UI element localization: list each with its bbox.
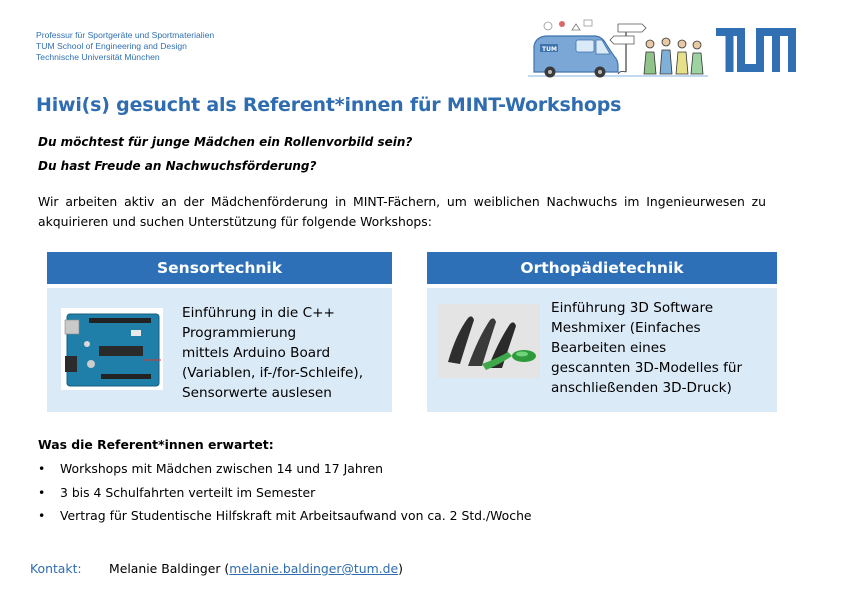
expectation-item <box>38 508 532 523</box>
description-line: (Variablen, if-/for-Schleife), <box>182 365 364 381</box>
bullet-icon: • <box>38 485 46 500</box>
workshop-title: Sensortechnik <box>47 252 392 284</box>
workshop-body <box>47 288 392 412</box>
workshop-description <box>551 298 742 398</box>
tum-logo <box>716 28 796 72</box>
bullet-icon: • <box>38 461 46 476</box>
workshop-description <box>182 303 363 403</box>
intro-paragraph: Wir arbeiten aktiv an der Mädchenförderung in MINT-Fächern, um weiblichen Nachwuchs im Ingenieurwesen zu akquirieren und suchen Unterstützung für folgende Workshops: <box>38 194 766 229</box>
expectation-item <box>38 485 315 500</box>
expectation-text: Workshops mit Mädchen zwischen 14 und 17 Jahren <box>60 461 383 476</box>
chair-line: TUM School of Engineering and Design <box>36 41 187 51</box>
expectations-heading <box>38 437 274 452</box>
expectations-heading-colon: : <box>268 437 274 452</box>
description-line: Meshmixer (Einfaches <box>551 320 701 336</box>
workshop-card-sensortechnik <box>47 252 392 412</box>
description-line: Programmierung <box>182 325 297 341</box>
contact-name: Melanie Baldinger ( <box>109 561 230 576</box>
page-title: Hiwi(s) gesucht als Referent*innen für MINT-Workshops <box>36 94 622 116</box>
chair-line: Professur für Sportgeräte und Sportmaterialien <box>36 30 215 40</box>
description-line: gescannten 3D-Modelles für <box>551 360 743 376</box>
contact-label: Kontakt: <box>30 561 82 576</box>
contact-email-link[interactable]: melanie.baldinger@tum.de <box>229 561 399 576</box>
van-label: TUM <box>542 46 557 53</box>
expectation-text: 3 bis 4 Schulfahrten verteilt im Semester <box>60 485 316 500</box>
van-illustration <box>528 14 708 80</box>
description-line: Sensorwerte auslesen <box>182 385 332 401</box>
description-line: Einführung in die C++ <box>182 305 335 321</box>
description-line: Bearbeiten eines <box>551 340 667 356</box>
insole-3d-model-image <box>438 304 540 378</box>
description-line: Einführung 3D Software <box>551 300 714 316</box>
description-line: mittels Arduino Board <box>182 345 331 361</box>
expectation-item <box>38 461 383 476</box>
description-line: anschließenden 3D-Druck) <box>551 380 732 396</box>
workshop-card-orthopaedietechnik <box>427 252 777 412</box>
arduino-board-image <box>61 308 163 390</box>
chair-line: Technische Universität München <box>36 52 160 62</box>
contact-line <box>109 561 403 576</box>
expectations-heading-text: Was die Referent*innen erwartet <box>38 437 269 452</box>
contact-close-paren: ) <box>398 561 403 576</box>
chair-info <box>36 30 214 63</box>
question-role-model: Du möchtest für junge Mädchen ein Rollenvorbild sein? <box>38 135 413 149</box>
question-promotion: Du hast Freude an Nachwuchsförderung? <box>38 159 317 173</box>
bullet-icon: • <box>38 508 46 523</box>
workshop-title: Orthopädietechnik <box>427 252 777 284</box>
expectation-text: Vertrag für Studentische Hilfskraft mit Arbeitsaufwand von ca. 2 Std./Woche <box>60 508 532 523</box>
workshop-body <box>427 288 777 412</box>
